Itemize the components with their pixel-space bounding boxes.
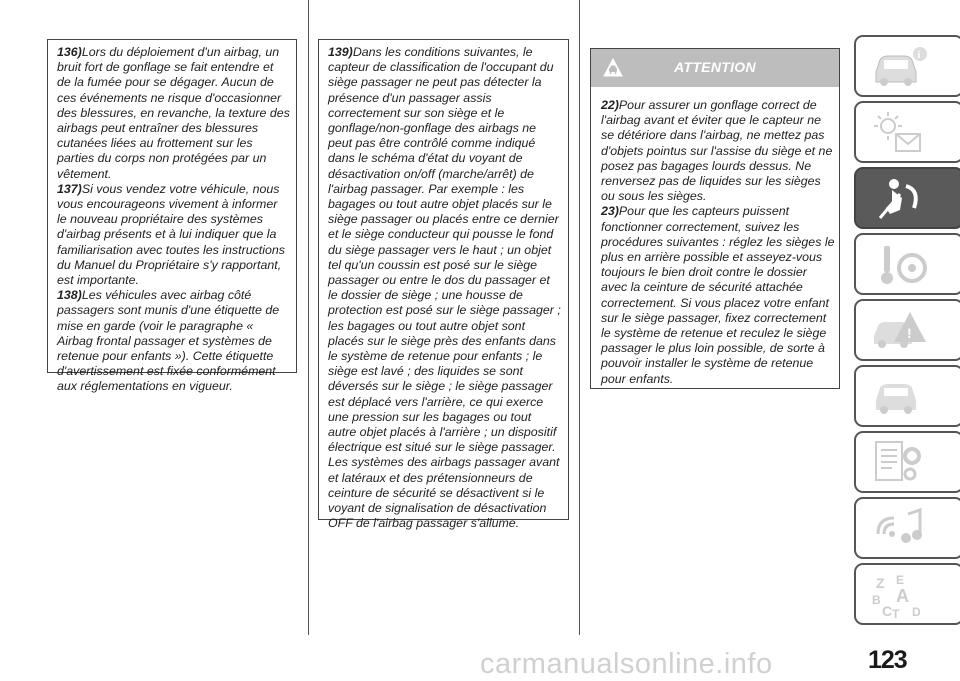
- attention-title: ATTENTION: [674, 59, 756, 76]
- attention-header: [591, 49, 839, 87]
- column-divider: [579, 0, 580, 635]
- attention-body: [591, 87, 839, 395]
- tab-multimedia[interactable]: [854, 497, 960, 559]
- warning-car-icon: [603, 58, 623, 78]
- watermark: carmanualsonline.info: [480, 648, 773, 680]
- attention-box: [590, 48, 840, 389]
- note-137: 137)Si vous vendez votre véhicule, nous vous encourageons vivement à informer le nouveau propriétaire des systèmes d'airbag présents et à lui indiquer que la familiarisation avec toutes les instructions du Manuel du Propriétaire s'y rapportant, est importante.: [57, 181, 285, 288]
- tab-technical-data[interactable]: [854, 431, 960, 493]
- tab-emergency[interactable]: [854, 299, 960, 361]
- index-letter: B: [872, 593, 881, 607]
- tab-index[interactable]: [854, 563, 960, 625]
- note-136: 136)Lors du déploiement d'un airbag, un bruit fort de gonflage se fait entendre et de la fumée pour se dégager. Aucun de ces événements ne risque d'occasionner des blessures, en revanche, la texture des airbags peut entraîner des blessures cutanées liées au frottement sur les parties du corps non protégées par un vêtement.: [57, 45, 290, 181]
- attention-note-22: 22)Pour assurer un gonflage correct de l'airbag avant et éviter que le capteur ne se détériore dans l'airbag, ne mettez pas d'objets pointus sur l'assise du siège et ne posez pas bagages lourds dessus. Ne renversez pas de liquides sur les sièges ou sous les sièges.: [601, 98, 833, 204]
- tab-starting-driving[interactable]: [854, 233, 960, 295]
- notes-box-2: [318, 39, 569, 531]
- attention-note-23: 23)Pour que les capteurs puissent fonctionner correctement, suivez les procédures suivantes : réglez les sièges le plus en arrière possible et asseyez-vous toujours le bien droit contre le dossier avec la ceinture de sécurité attachée correctement. Si vous placez votre enfant sur le siège passager, fixez correctement le système de retenue et reculez le siège passager le plus loin possible, de sorte à pouvoir installer le système de retenue pour enfants.: [601, 204, 835, 386]
- tab-car-info[interactable]: [854, 35, 960, 97]
- svg-text:i: i: [917, 50, 921, 61]
- tab-warning-lights[interactable]: [854, 101, 960, 163]
- tab-maintenance[interactable]: [854, 365, 960, 427]
- tab-safety[interactable]: [854, 167, 960, 229]
- multimedia-icon: [870, 504, 930, 554]
- index-letter: T: [892, 607, 900, 620]
- page-number: 123: [868, 646, 907, 674]
- index-letter: C: [882, 603, 893, 619]
- column-divider: [308, 0, 309, 635]
- technical-data-icon: [870, 438, 930, 488]
- index-letter: A: [896, 586, 909, 606]
- note-139: 139)Dans les conditions suivantes, le capteur de classification de l'occupant du siège passager ne peut pas détecter la présence d'un passager assis correctement sur son siège et le gonflage/non-gonflage des airbags ne peut pas être contrôlé comme indiqué dans le schéma d'état du voyant de désactivation on/off (marche/arrêt) de l'airbag passager. Par exemple : les bagages ou tout autre objet placés sur le siège passager ou placés entre ce dernier et le siège conducteur qui pousse le fond du siège passager vers le haut ; un objet tel qu'un coussin est posé sur le siège passager ou entre le dos du passager et le dossier de siège ; une housse de protection est posé sur le siège passager ; les bagages ou tout autre objet sont placés sur le siège près des enfants dans le système de retenue pour enfants ; le siège est lavé ; des liquides se sont déversés sur le siège ; le siège passager est déplacé vers l'arrière, ce qui exerce une pression sur les bagages ou tout autre objet placés à l'arrière ; un dispositif électrique est situé sur le siège passager. Les systèmes des airbags passager avant et latéraux et des prétensionneurs de ceinture de sécurité se désactivent si le voyant de signalisation de désactivation OFF de l'airbag passager s'allume.: [328, 45, 561, 531]
- key-steering-icon: [870, 240, 930, 290]
- emergency-icon: [870, 306, 930, 356]
- note-138: 138)Les véhicules avec airbag côté passagers sont munis d'une étiquette de mise en garde (voir le paragraphe « Airbag frontal passager et systèmes de retenue pour enfants »). Cette étiquette d'avertissement est fixée conformément aux réglementations en vigueur.: [57, 288, 280, 394]
- index-icon: [870, 570, 930, 620]
- car-info-icon: [870, 42, 930, 92]
- car-maintenance-icon: [870, 372, 930, 422]
- index-letter: E: [896, 573, 905, 587]
- index-letter: D: [912, 605, 921, 619]
- airbag-seat-icon: [870, 174, 930, 224]
- svg-text:!: !: [907, 325, 912, 341]
- notes-box-1: [47, 39, 297, 394]
- warning-lights-icon: [870, 108, 930, 158]
- index-letter: Z: [876, 575, 885, 591]
